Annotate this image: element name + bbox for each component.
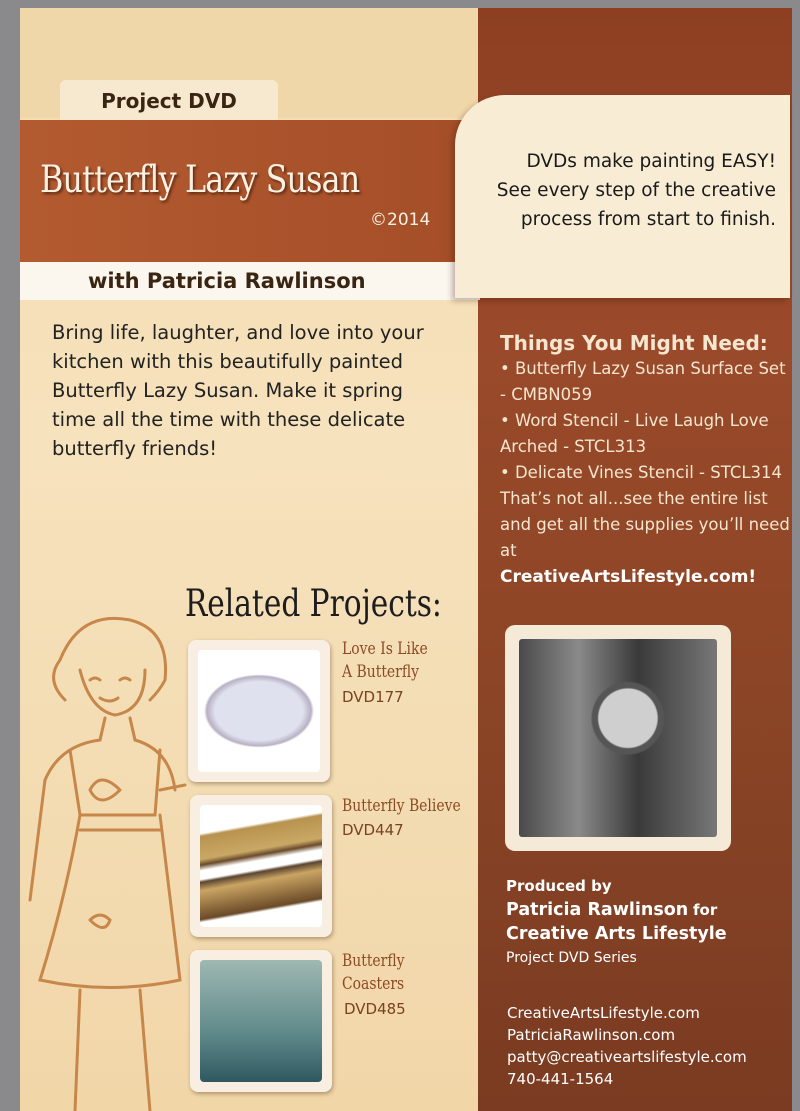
host-photo [519, 639, 717, 837]
callout-line: process from start to finish. [520, 209, 776, 230]
series-name: Project DVD Series [506, 950, 637, 966]
coasters-image [200, 960, 322, 1082]
project-code: DVD447 [342, 821, 404, 839]
project-code: DVD177 [342, 688, 404, 706]
supplies-heading: Things You Might Need: [500, 331, 768, 355]
copyright: ©2014 [370, 210, 431, 230]
project-name[interactable]: Love Is Like A Butterfly [342, 639, 428, 682]
project-thumbnail[interactable] [190, 950, 332, 1092]
company-name: Creative Arts Lifestyle [506, 924, 727, 944]
project-name[interactable]: Butterfly Coasters [342, 951, 405, 994]
supply-item: • Butterfly Lazy Susan Surface Set - CMBN059 [500, 359, 786, 404]
dvd-title: Butterfly Lazy Susan [40, 158, 360, 201]
project-name[interactable]: Butterfly Believe [342, 796, 461, 816]
credits [506, 874, 727, 970]
supply-item: • Delicate Vines Stencil - STCL314 [500, 463, 783, 482]
produced-by-label: Produced by [506, 877, 612, 895]
website-link[interactable]: CreativeArtsLifestyle.com [507, 1004, 700, 1022]
host-name: with Patricia Rawlinson [20, 262, 480, 300]
project-code: DVD485 [344, 1000, 406, 1018]
project-dvd-tab: Project DVD [60, 80, 278, 122]
supply-item: • Word Stencil - Live Laugh Love Arched - STCL313 [500, 411, 769, 456]
believe-box-image [200, 805, 322, 927]
email-link[interactable]: patty@creativeartslifestyle.com [507, 1048, 747, 1066]
for-label: for [693, 901, 718, 919]
contact-info [507, 1002, 747, 1090]
related-projects-heading: Related Projects: [185, 582, 442, 625]
callout-box [455, 95, 790, 298]
website-link[interactable]: PatriciaRawlinson.com [507, 1026, 676, 1044]
phone-number: 740-441-1564 [507, 1070, 614, 1088]
supplies-note: That’s not all...see the entire list and get all the supplies you’ll need at [500, 489, 790, 560]
lazy-susan-image [198, 650, 320, 772]
intro-text: Bring life, laughter, and love into your kitchen with this beautifully painted Butterfly Lazy Susan. Make it spring time all the time with these delicate butterfly friends! [52, 321, 424, 460]
callout-line: DVDs make painting EASY! [526, 151, 776, 172]
supplies-list [500, 330, 790, 590]
project-thumbnail[interactable] [188, 640, 330, 782]
supplies-website-link[interactable]: CreativeArtsLifestyle.com! [500, 567, 757, 587]
host-photo-frame [505, 625, 731, 851]
project-thumbnail[interactable] [190, 795, 332, 937]
callout-line: See every step of the creative [496, 180, 776, 201]
producer-name: Patricia Rawlinson [506, 900, 689, 920]
